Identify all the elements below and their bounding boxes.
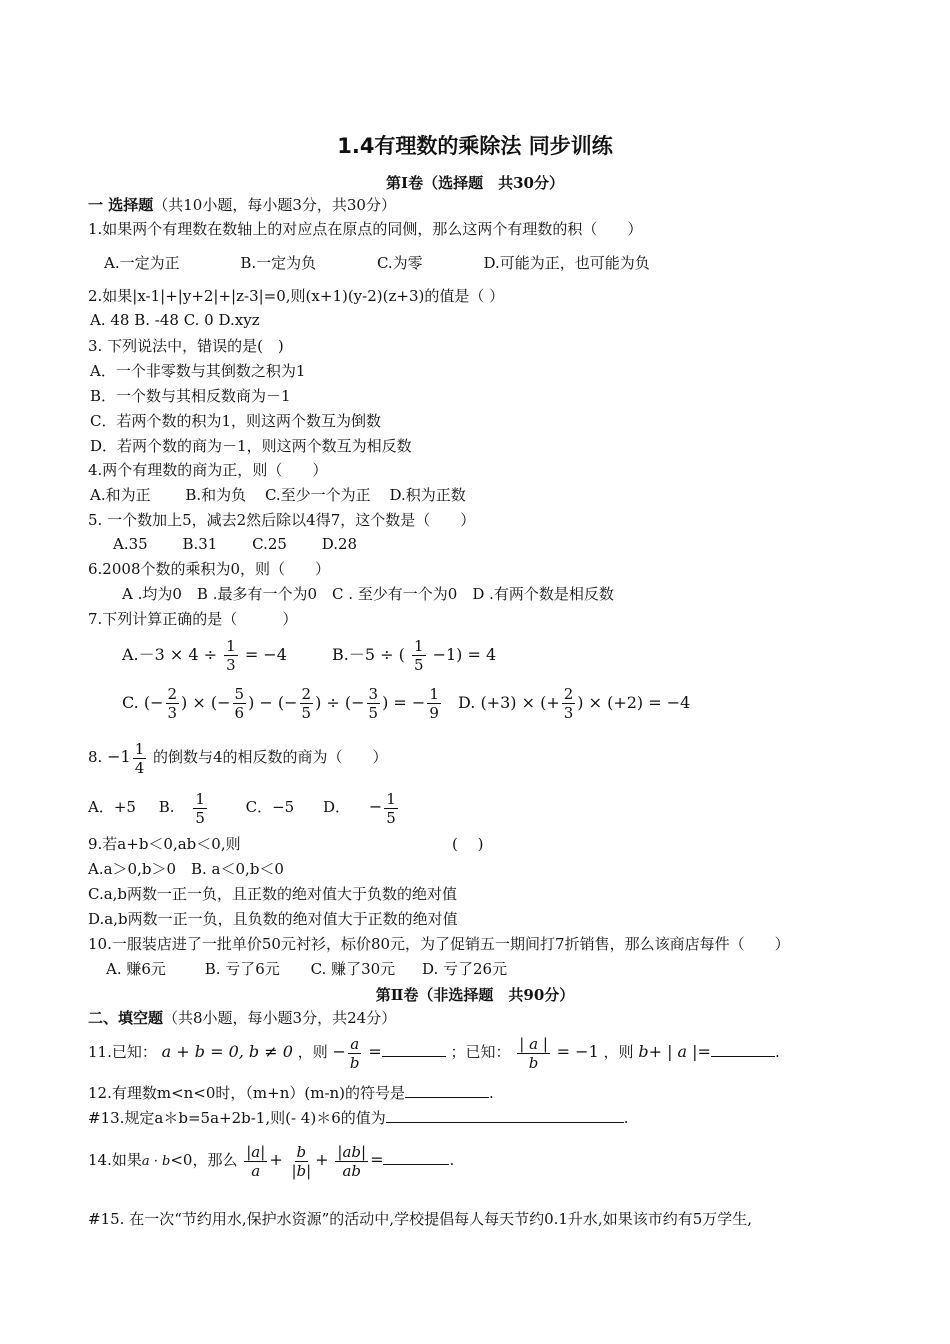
q11-blank-1[interactable]	[382, 1042, 446, 1057]
section1-heading: 第Ⅰ卷（选择题 共30分）	[386, 174, 564, 192]
page-title: 1.4有理数的乘除法 同步训练	[337, 134, 613, 158]
q10-option-c: C. 赚了30元	[310, 960, 396, 978]
q11-prefix: 11.已知：	[88, 1043, 157, 1061]
q5-options	[113, 534, 387, 554]
q5-stem: 5. 一个数加上5，减去2然后除以4得7，这个数是（ ）	[88, 511, 476, 529]
q12-stem: 12.有理数m<n<0时，（m+n）(m-n)的符号是 .	[88, 1084, 494, 1102]
q11-blank-2[interactable]	[711, 1042, 775, 1057]
q12-blank[interactable]	[405, 1083, 489, 1098]
q10-option-d: D. 亏了26元	[421, 960, 508, 978]
q1-stem: 1.如果两个有理数在数轴上的对应点在原点的同侧，那么这两个有理数的积（ ）	[88, 220, 643, 238]
q7-c-label: C.	[122, 693, 139, 712]
q7-d-pre: (+3) × (+	[480, 693, 560, 712]
part1-label: 一 选择题	[88, 196, 154, 214]
part1-note: （共10小题，每小题3分，共30分）	[153, 196, 396, 214]
section2-heading: 第Ⅱ卷（非选择题 共90分）	[375, 986, 575, 1004]
q8-option-a: A．+5	[88, 798, 136, 816]
q8-d-sign: −	[368, 797, 383, 816]
q7-a-post: = −4	[244, 645, 287, 664]
part2-label: 二、填空题	[88, 1009, 164, 1027]
q7-b-label: B.	[332, 645, 349, 664]
q4-options	[90, 485, 496, 505]
q14-condition: a · b	[141, 1154, 171, 1169]
q7-stem: 7.下列计算正确的是（ ）	[88, 610, 298, 628]
q11-then2: ，则	[603, 1043, 634, 1061]
q11-condition: a + b = 0, b ≠ 0	[161, 1042, 293, 1061]
q3-option-d: D．若两个数的商为－1，则这两个数互为相反数	[90, 437, 412, 455]
part1-heading	[88, 195, 396, 215]
q3-option-c: C．若两个数的积为1，则这两个数互为倒数	[90, 412, 382, 430]
q7-option-a	[122, 636, 287, 674]
q5-option-b: B.31	[182, 535, 218, 553]
q5-option-c: C.25	[252, 535, 287, 553]
q10-option-a: A. 赚6元	[106, 960, 166, 978]
q13-blank[interactable]	[386, 1108, 624, 1123]
q11-fraction-1: $\frac{a}{b}$	[349, 1034, 360, 1072]
q9-option-d: D.a,b两数一正一负，且负数的绝对值大于正数的绝对值	[88, 910, 458, 928]
q8-mixed-fraction: $\frac{1}{4}$	[134, 739, 145, 777]
q1-option-d: D.可能为正，也可能为负	[483, 254, 650, 272]
q14-fraction-1: $\frac{|a|}{a}$	[246, 1142, 266, 1180]
q3-option-b: B．一个数与其相反数商为－1	[90, 387, 291, 405]
q12-text: 12.有理数m<n<0时，（m+n）(m-n)的符号是	[88, 1084, 406, 1102]
q8-d-label: D．	[323, 798, 351, 816]
q8-d-fraction: $\frac{1}{5}$	[386, 789, 396, 827]
q10-stem: 10.一服装店进了一批单价50元衬衫，标价80元，为了促销五一期间打7折销售，那么该商店每件（ ）	[88, 935, 790, 953]
q4-stem: 4.两个有理数的商为正，则（ ）	[88, 461, 328, 479]
q10-options	[106, 959, 537, 979]
q9-option-c: C.a,b两数一正一负，且正数的绝对值大于负数的绝对值	[88, 885, 458, 903]
q2-stem: 2.如果|x-1|+|y+2|+|z-3|=0,则(x+1)(y-2)(z+3)的值是（ ）	[88, 287, 505, 305]
q1-option-c: C.为零	[376, 254, 423, 272]
q3-option-a: A．一个非零数与其倒数之积为1	[90, 362, 306, 380]
q8-option-c: C．−5	[245, 798, 295, 816]
q8-options	[88, 788, 400, 826]
q9-stem: 9.若a+b＜0,ab＜0,则	[88, 835, 241, 853]
q7-a-label: A.	[122, 645, 139, 664]
q1-option-b: B.一定为负	[240, 254, 317, 272]
part2-heading	[88, 1008, 396, 1028]
q14-lt: <0，那么	[170, 1151, 238, 1169]
q14-blank[interactable]	[383, 1150, 449, 1165]
q7-option-c: C. (− $\frac{2}{3}$ ) × (− $\frac{5}{6}$ ) − (− $\frac{2}{5}$ ) ÷ (− $\frac{3}{5}$ ) = − $\frac{1}{9}$	[122, 685, 439, 722]
q11-condition-2: = −1	[556, 1042, 599, 1061]
q5-option-d: D.28	[321, 535, 358, 553]
q10-option-b: B. 亏了6元	[204, 960, 280, 978]
q15-stem: #15. 在一次“节约用水,保护水资源”的活动中,学校提倡每人每天节约0.1升水,如果该市约有5万学生,	[88, 1210, 753, 1228]
q3-stem: 3. 下列说法中，错误的是( )	[88, 337, 284, 355]
q8-b-label: B.	[158, 798, 175, 816]
q8-stem-text: 的倒数与4的相反数的商为（ ）	[153, 748, 388, 766]
q11-stem: 11.已知： a + b = 0, b ≠ 0 ，则 − $\frac{a}{b}$ = ；已知： $\frac{| a |}{b}$ = −1 ，则 b+ | a |= .	[88, 1034, 780, 1072]
q7-d-fraction: $\frac{2}{3}$	[563, 685, 574, 722]
q7-d-label: D.	[458, 693, 476, 712]
q7-option-d	[458, 684, 690, 722]
q7-b-post: −1) = 4	[432, 645, 497, 664]
q9-options-ab: A.a＞0,b＞0 B. a＜0,b＜0	[88, 860, 284, 878]
q13-stem: #13.规定a＊b=5a+2b-1,则(- 4)＊6的值为 .	[88, 1109, 629, 1127]
part2-note: （共8小题，每小题3分，共24分）	[163, 1009, 397, 1027]
q8-b-fraction: $\frac{1}{5}$	[195, 789, 205, 827]
q6-options: A .均为0 B .最多有一个为0 C . 至少有一个为0 D .有两个数是相反数	[122, 585, 614, 603]
q14-stem: 14.如果a · b<0，那么 $\frac{|a|}{a}$ + $\frac{b}{|b|}$ + $\frac{|ab|}{ab}$ = .	[88, 1142, 455, 1180]
q11-fraction-2: $\frac{| a |}{b}$	[519, 1034, 548, 1072]
q14-fraction-2: $\frac{b}{|b|}$	[291, 1142, 312, 1180]
q7-a-fraction: $\frac{1}{3}$	[226, 637, 236, 674]
q14-prefix: 14.如果	[88, 1151, 142, 1169]
q7-b-fraction: $\frac{1}{5}$	[413, 637, 424, 674]
q2-options: A. 48 B. -48 C. 0 D.xyz	[90, 311, 260, 329]
q11-then1: ，则	[297, 1043, 328, 1061]
q5-option-a: A.35	[113, 535, 148, 553]
q14-fraction-3: $\frac{|ab|}{ab}$	[337, 1142, 367, 1180]
q8-prefix: 8.	[88, 748, 103, 766]
q4-option-c: C.至少一个为正	[264, 486, 371, 504]
q1-options	[104, 253, 680, 273]
q11-mid: ；已知：	[450, 1043, 511, 1061]
q4-option-d: D.积为正数	[389, 486, 466, 504]
q1-option-a: A.一定为正	[104, 254, 180, 272]
q7-b-pre: －5 ÷ (	[348, 645, 405, 664]
q9-answer-paren: ( )	[452, 835, 484, 853]
q4-option-a: A.和为正	[90, 486, 151, 504]
q7-a-pre: －3 × 4 ÷	[138, 645, 218, 664]
q6-stem: 6.2008个数的乘积为0，则（ ）	[88, 560, 331, 578]
q4-option-b: B.和为负	[185, 486, 247, 504]
q8-mixed-whole: −1	[107, 747, 131, 766]
q7-d-post: ) × (+2) = −4	[577, 693, 691, 712]
q11-f1-sign: −	[332, 1042, 346, 1061]
q7-option-b	[332, 636, 496, 674]
q13-text: #13.规定a＊b=5a+2b-1,则(- 4)＊6的值为	[88, 1109, 386, 1127]
q8-stem	[88, 738, 388, 776]
q11-expression: b+ | a |=	[638, 1042, 711, 1061]
